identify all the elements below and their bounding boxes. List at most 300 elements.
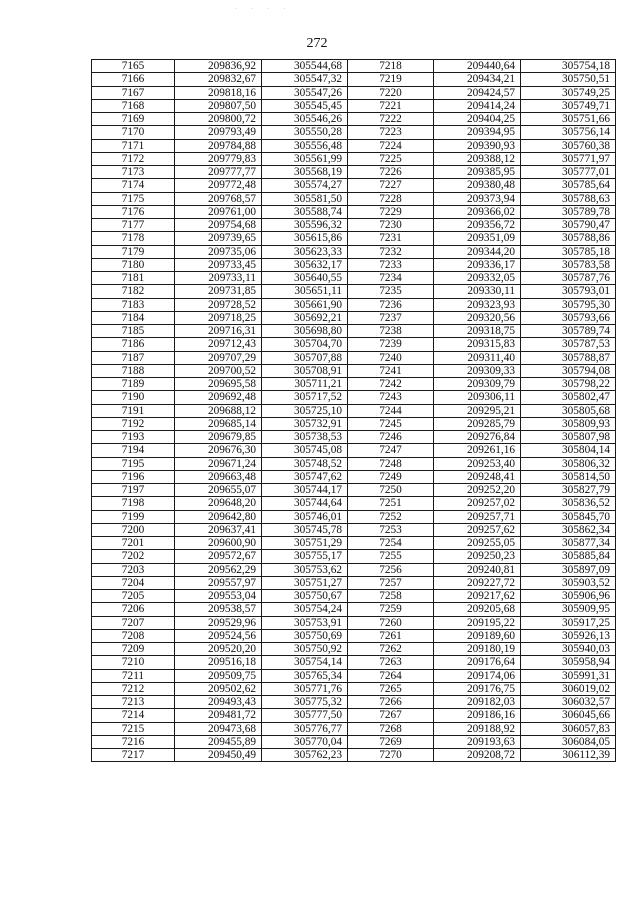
x-coordinate-right-cell: 209253,40: [434, 457, 521, 470]
table-row: [92, 404, 616, 417]
y-coordinate-left-cell: 305732,91: [262, 417, 348, 430]
table-row: [92, 669, 616, 682]
x-coordinate-left-cell: 209793,49: [175, 126, 262, 139]
point-number-right-cell: 7251: [348, 497, 434, 510]
x-coordinate-right-cell: 209388,12: [434, 152, 521, 165]
x-coordinate-left-cell: 209557,97: [175, 576, 262, 589]
y-coordinate-right-cell: 305785,18: [521, 245, 616, 258]
x-coordinate-right-cell: 209208,72: [434, 749, 521, 762]
table-row: [92, 550, 616, 563]
x-coordinate-right-cell: 209309,33: [434, 364, 521, 377]
point-number-left-cell: 7207: [92, 616, 175, 629]
y-coordinate-right-cell: 305795,30: [521, 298, 616, 311]
point-number-right-cell: 7269: [348, 735, 434, 748]
table-row: [92, 431, 616, 444]
x-coordinate-left-cell: 209728,52: [175, 298, 262, 311]
table-row: [92, 682, 616, 695]
point-number-left-cell: 7168: [92, 99, 175, 112]
point-number-right-cell: 7221: [348, 99, 434, 112]
y-coordinate-right-cell: 305836,52: [521, 497, 616, 510]
point-number-right-cell: 7240: [348, 351, 434, 364]
point-number-left-cell: 7175: [92, 192, 175, 205]
y-coordinate-left-cell: 305754,24: [262, 603, 348, 616]
x-coordinate-left-cell: 209731,85: [175, 285, 262, 298]
x-coordinate-right-cell: 209380,48: [434, 179, 521, 192]
point-number-left-cell: 7174: [92, 179, 175, 192]
x-coordinate-left-cell: 209733,11: [175, 272, 262, 285]
x-coordinate-right-cell: 209227,72: [434, 576, 521, 589]
scan-artifact: · · · ·: [235, 5, 292, 13]
x-coordinate-left-cell: 209688,12: [175, 404, 262, 417]
y-coordinate-left-cell: 305746,01: [262, 510, 348, 523]
point-number-left-cell: 7170: [92, 126, 175, 139]
x-coordinate-right-cell: 209320,56: [434, 311, 521, 324]
x-coordinate-right-cell: 209332,05: [434, 272, 521, 285]
x-coordinate-left-cell: 209836,92: [175, 60, 262, 73]
x-coordinate-right-cell: 209404,25: [434, 113, 521, 126]
y-coordinate-left-cell: 305704,70: [262, 338, 348, 351]
y-coordinate-left-cell: 305546,26: [262, 113, 348, 126]
point-number-left-cell: 7208: [92, 629, 175, 642]
table-row: [92, 497, 616, 510]
y-coordinate-right-cell: 305777,01: [521, 166, 616, 179]
y-coordinate-left-cell: 305561,99: [262, 152, 348, 165]
table-row: [92, 99, 616, 112]
y-coordinate-left-cell: 305698,80: [262, 325, 348, 338]
y-coordinate-left-cell: 305748,52: [262, 457, 348, 470]
point-number-right-cell: 7225: [348, 152, 434, 165]
table-row: [92, 523, 616, 536]
y-coordinate-left-cell: 305771,76: [262, 682, 348, 695]
point-number-left-cell: 7167: [92, 86, 175, 99]
point-number-left-cell: 7188: [92, 364, 175, 377]
point-number-left-cell: 7189: [92, 378, 175, 391]
point-number-right-cell: 7270: [348, 749, 434, 762]
table-row: [92, 457, 616, 470]
x-coordinate-left-cell: 209562,29: [175, 563, 262, 576]
y-coordinate-left-cell: 305776,77: [262, 722, 348, 735]
point-number-right-cell: 7263: [348, 656, 434, 669]
point-number-left-cell: 7213: [92, 696, 175, 709]
point-number-left-cell: 7171: [92, 139, 175, 152]
table-row: [92, 152, 616, 165]
y-coordinate-left-cell: 305745,78: [262, 523, 348, 536]
point-number-right-cell: 7267: [348, 709, 434, 722]
point-number-left-cell: 7187: [92, 351, 175, 364]
x-coordinate-left-cell: 209733,45: [175, 258, 262, 271]
x-coordinate-right-cell: 209323,93: [434, 298, 521, 311]
point-number-right-cell: 7223: [348, 126, 434, 139]
y-coordinate-right-cell: 305906,96: [521, 590, 616, 603]
y-coordinate-left-cell: 305777,50: [262, 709, 348, 722]
point-number-left-cell: 7180: [92, 258, 175, 271]
point-number-right-cell: 7230: [348, 219, 434, 232]
y-coordinate-left-cell: 305717,52: [262, 391, 348, 404]
point-number-right-cell: 7227: [348, 179, 434, 192]
point-number-right-cell: 7224: [348, 139, 434, 152]
point-number-left-cell: 7191: [92, 404, 175, 417]
table-row: [92, 86, 616, 99]
y-coordinate-right-cell: 305790,47: [521, 219, 616, 232]
y-coordinate-left-cell: 305750,69: [262, 629, 348, 642]
x-coordinate-left-cell: 209655,07: [175, 484, 262, 497]
point-number-right-cell: 7220: [348, 86, 434, 99]
x-coordinate-right-cell: 209424,57: [434, 86, 521, 99]
point-number-right-cell: 7248: [348, 457, 434, 470]
point-number-left-cell: 7177: [92, 219, 175, 232]
y-coordinate-right-cell: 305751,66: [521, 113, 616, 126]
y-coordinate-left-cell: 305661,90: [262, 298, 348, 311]
x-coordinate-left-cell: 209772,48: [175, 179, 262, 192]
y-coordinate-right-cell: 305885,84: [521, 550, 616, 563]
x-coordinate-right-cell: 209188,92: [434, 722, 521, 735]
point-number-left-cell: 7209: [92, 643, 175, 656]
y-coordinate-left-cell: 305711,21: [262, 378, 348, 391]
point-number-left-cell: 7182: [92, 285, 175, 298]
x-coordinate-left-cell: 209679,85: [175, 431, 262, 444]
table-row: [92, 245, 616, 258]
y-coordinate-right-cell: 305877,34: [521, 537, 616, 550]
y-coordinate-right-cell: 306112,39: [521, 749, 616, 762]
y-coordinate-right-cell: 305798,22: [521, 378, 616, 391]
x-coordinate-left-cell: 209520,20: [175, 643, 262, 656]
y-coordinate-left-cell: 305753,62: [262, 563, 348, 576]
table-row: [92, 735, 616, 748]
point-number-right-cell: 7231: [348, 232, 434, 245]
point-number-left-cell: 7178: [92, 232, 175, 245]
y-coordinate-left-cell: 305581,50: [262, 192, 348, 205]
y-coordinate-left-cell: 305568,19: [262, 166, 348, 179]
point-number-right-cell: 7242: [348, 378, 434, 391]
coordinates-table-container: [91, 59, 615, 762]
x-coordinate-right-cell: 209336,17: [434, 258, 521, 271]
y-coordinate-right-cell: 305749,25: [521, 86, 616, 99]
point-number-right-cell: 7238: [348, 325, 434, 338]
point-number-left-cell: 7183: [92, 298, 175, 311]
x-coordinate-right-cell: 209366,02: [434, 205, 521, 218]
y-coordinate-right-cell: 305827,79: [521, 484, 616, 497]
y-coordinate-left-cell: 305708,91: [262, 364, 348, 377]
table-row: [92, 590, 616, 603]
table-row: [92, 73, 616, 86]
point-number-right-cell: 7265: [348, 682, 434, 695]
y-coordinate-right-cell: 305787,76: [521, 272, 616, 285]
y-coordinate-right-cell: 305794,08: [521, 364, 616, 377]
table-row: [92, 126, 616, 139]
x-coordinate-right-cell: 209394,95: [434, 126, 521, 139]
table-row: [92, 537, 616, 550]
y-coordinate-right-cell: 305783,58: [521, 258, 616, 271]
point-number-right-cell: 7255: [348, 550, 434, 563]
table-body: [92, 60, 616, 762]
x-coordinate-right-cell: 209344,20: [434, 245, 521, 258]
table-row: [92, 378, 616, 391]
x-coordinate-left-cell: 209455,89: [175, 735, 262, 748]
x-coordinate-left-cell: 209524,56: [175, 629, 262, 642]
x-coordinate-left-cell: 209695,58: [175, 378, 262, 391]
x-coordinate-right-cell: 209285,79: [434, 417, 521, 430]
x-coordinate-right-cell: 209295,21: [434, 404, 521, 417]
point-number-left-cell: 7190: [92, 391, 175, 404]
point-number-right-cell: 7252: [348, 510, 434, 523]
y-coordinate-left-cell: 305744,64: [262, 497, 348, 510]
y-coordinate-left-cell: 305547,26: [262, 86, 348, 99]
point-number-left-cell: 7202: [92, 550, 175, 563]
x-coordinate-left-cell: 209502,62: [175, 682, 262, 695]
y-coordinate-right-cell: 305903,52: [521, 576, 616, 589]
x-coordinate-left-cell: 209700,52: [175, 364, 262, 377]
x-coordinate-right-cell: 209311,40: [434, 351, 521, 364]
x-coordinate-left-cell: 209768,57: [175, 192, 262, 205]
x-coordinate-left-cell: 209735,06: [175, 245, 262, 258]
y-coordinate-right-cell: 305806,32: [521, 457, 616, 470]
y-coordinate-right-cell: 305917,25: [521, 616, 616, 629]
y-coordinate-right-cell: 305926,13: [521, 629, 616, 642]
x-coordinate-right-cell: 209434,21: [434, 73, 521, 86]
y-coordinate-right-cell: 305793,01: [521, 285, 616, 298]
x-coordinate-left-cell: 209600,90: [175, 537, 262, 550]
point-number-left-cell: 7169: [92, 113, 175, 126]
point-number-left-cell: 7210: [92, 656, 175, 669]
x-coordinate-right-cell: 209390,93: [434, 139, 521, 152]
point-number-right-cell: 7268: [348, 722, 434, 735]
x-coordinate-right-cell: 209240,81: [434, 563, 521, 576]
x-coordinate-left-cell: 209712,43: [175, 338, 262, 351]
table-row: [92, 139, 616, 152]
point-number-right-cell: 7257: [348, 576, 434, 589]
y-coordinate-right-cell: 306084,05: [521, 735, 616, 748]
table-row: [92, 484, 616, 497]
table-row: [92, 563, 616, 576]
y-coordinate-right-cell: 305789,78: [521, 205, 616, 218]
point-number-left-cell: 7200: [92, 523, 175, 536]
point-number-right-cell: 7234: [348, 272, 434, 285]
y-coordinate-left-cell: 305775,32: [262, 696, 348, 709]
y-coordinate-left-cell: 305574,27: [262, 179, 348, 192]
y-coordinate-right-cell: 305958,94: [521, 656, 616, 669]
x-coordinate-right-cell: 209217,62: [434, 590, 521, 603]
table-row: [92, 166, 616, 179]
point-number-left-cell: 7205: [92, 590, 175, 603]
point-number-right-cell: 7241: [348, 364, 434, 377]
x-coordinate-left-cell: 209481,72: [175, 709, 262, 722]
x-coordinate-left-cell: 209754,68: [175, 219, 262, 232]
y-coordinate-right-cell: 305807,98: [521, 431, 616, 444]
x-coordinate-left-cell: 209648,20: [175, 497, 262, 510]
y-coordinate-left-cell: 305751,27: [262, 576, 348, 589]
point-number-left-cell: 7176: [92, 205, 175, 218]
x-coordinate-right-cell: 209440,64: [434, 60, 521, 73]
y-coordinate-left-cell: 305547,32: [262, 73, 348, 86]
x-coordinate-left-cell: 209493,43: [175, 696, 262, 709]
point-number-left-cell: 7216: [92, 735, 175, 748]
table-row: [92, 60, 616, 73]
x-coordinate-left-cell: 209538,57: [175, 603, 262, 616]
point-number-left-cell: 7204: [92, 576, 175, 589]
table-row: [92, 603, 616, 616]
x-coordinate-right-cell: 209248,41: [434, 470, 521, 483]
point-number-right-cell: 7262: [348, 643, 434, 656]
y-coordinate-left-cell: 305745,08: [262, 444, 348, 457]
y-coordinate-left-cell: 305753,91: [262, 616, 348, 629]
point-number-right-cell: 7266: [348, 696, 434, 709]
table-row: [92, 311, 616, 324]
table-row: [92, 179, 616, 192]
y-coordinate-left-cell: 305623,33: [262, 245, 348, 258]
y-coordinate-right-cell: 306019,02: [521, 682, 616, 695]
point-number-left-cell: 7172: [92, 152, 175, 165]
table-row: [92, 272, 616, 285]
point-number-left-cell: 7184: [92, 311, 175, 324]
point-number-left-cell: 7166: [92, 73, 175, 86]
y-coordinate-right-cell: 305760,38: [521, 139, 616, 152]
x-coordinate-right-cell: 209351,09: [434, 232, 521, 245]
y-coordinate-left-cell: 305754,14: [262, 656, 348, 669]
point-number-left-cell: 7195: [92, 457, 175, 470]
x-coordinate-right-cell: 209356,72: [434, 219, 521, 232]
y-coordinate-left-cell: 305615,86: [262, 232, 348, 245]
x-coordinate-right-cell: 209309,79: [434, 378, 521, 391]
x-coordinate-right-cell: 209255,05: [434, 537, 521, 550]
x-coordinate-left-cell: 209692,48: [175, 391, 262, 404]
table-row: [92, 643, 616, 656]
y-coordinate-left-cell: 305692,21: [262, 311, 348, 324]
y-coordinate-left-cell: 305707,88: [262, 351, 348, 364]
table-row: [92, 749, 616, 762]
x-coordinate-left-cell: 209800,72: [175, 113, 262, 126]
point-number-right-cell: 7254: [348, 537, 434, 550]
point-number-left-cell: 7196: [92, 470, 175, 483]
x-coordinate-left-cell: 209553,04: [175, 590, 262, 603]
point-number-left-cell: 7186: [92, 338, 175, 351]
x-coordinate-right-cell: 209189,60: [434, 629, 521, 642]
point-number-right-cell: 7233: [348, 258, 434, 271]
x-coordinate-right-cell: 209250,23: [434, 550, 521, 563]
y-coordinate-right-cell: 305814,50: [521, 470, 616, 483]
y-coordinate-right-cell: 306032,57: [521, 696, 616, 709]
y-coordinate-right-cell: 305756,14: [521, 126, 616, 139]
y-coordinate-right-cell: 305754,18: [521, 60, 616, 73]
x-coordinate-left-cell: 209716,31: [175, 325, 262, 338]
x-coordinate-left-cell: 209450,49: [175, 749, 262, 762]
x-coordinate-left-cell: 209707,29: [175, 351, 262, 364]
table-row: [92, 444, 616, 457]
y-coordinate-right-cell: 305788,86: [521, 232, 616, 245]
y-coordinate-left-cell: 305747,62: [262, 470, 348, 483]
point-number-right-cell: 7218: [348, 60, 434, 73]
y-coordinate-right-cell: 305771,97: [521, 152, 616, 165]
table-row: [92, 338, 616, 351]
x-coordinate-right-cell: 209330,11: [434, 285, 521, 298]
table-row: [92, 219, 616, 232]
y-coordinate-right-cell: 305909,95: [521, 603, 616, 616]
point-number-right-cell: 7239: [348, 338, 434, 351]
point-number-left-cell: 7181: [92, 272, 175, 285]
y-coordinate-right-cell: 305749,71: [521, 99, 616, 112]
point-number-right-cell: 7228: [348, 192, 434, 205]
x-coordinate-left-cell: 209777,77: [175, 166, 262, 179]
x-coordinate-left-cell: 209718,25: [175, 311, 262, 324]
y-coordinate-left-cell: 305725,10: [262, 404, 348, 417]
table-row: [92, 258, 616, 271]
x-coordinate-left-cell: 209739,65: [175, 232, 262, 245]
page-number: 272: [306, 36, 328, 51]
y-coordinate-left-cell: 305545,45: [262, 99, 348, 112]
x-coordinate-right-cell: 209252,20: [434, 484, 521, 497]
point-number-right-cell: 7260: [348, 616, 434, 629]
y-coordinate-left-cell: 305744,17: [262, 484, 348, 497]
y-coordinate-left-cell: 305750,67: [262, 590, 348, 603]
table-row: [92, 722, 616, 735]
point-number-left-cell: 7199: [92, 510, 175, 523]
y-coordinate-right-cell: 305787,53: [521, 338, 616, 351]
x-coordinate-right-cell: 209257,62: [434, 523, 521, 536]
y-coordinate-right-cell: 305845,70: [521, 510, 616, 523]
x-coordinate-left-cell: 209784,88: [175, 139, 262, 152]
x-coordinate-left-cell: 209832,67: [175, 73, 262, 86]
point-number-left-cell: 7214: [92, 709, 175, 722]
x-coordinate-right-cell: 209414,24: [434, 99, 521, 112]
y-coordinate-left-cell: 305588,74: [262, 205, 348, 218]
x-coordinate-left-cell: 209529,96: [175, 616, 262, 629]
point-number-left-cell: 7212: [92, 682, 175, 695]
x-coordinate-right-cell: 209261,16: [434, 444, 521, 457]
x-coordinate-right-cell: 209176,75: [434, 682, 521, 695]
point-number-right-cell: 7245: [348, 417, 434, 430]
x-coordinate-left-cell: 209516,18: [175, 656, 262, 669]
y-coordinate-left-cell: 305632,17: [262, 258, 348, 271]
point-number-right-cell: 7226: [348, 166, 434, 179]
x-coordinate-right-cell: 209318,75: [434, 325, 521, 338]
x-coordinate-left-cell: 209761,00: [175, 205, 262, 218]
table-row: [92, 470, 616, 483]
table-row: [92, 616, 616, 629]
x-coordinate-left-cell: 209818,16: [175, 86, 262, 99]
y-coordinate-right-cell: 305785,64: [521, 179, 616, 192]
table-row: [92, 629, 616, 642]
y-coordinate-left-cell: 305770,04: [262, 735, 348, 748]
table-row: [92, 351, 616, 364]
point-number-left-cell: 7201: [92, 537, 175, 550]
table-row: [92, 113, 616, 126]
coordinates-table: [91, 59, 616, 762]
y-coordinate-right-cell: 305788,63: [521, 192, 616, 205]
point-number-right-cell: 7229: [348, 205, 434, 218]
y-coordinate-left-cell: 305640,55: [262, 272, 348, 285]
table-row: [92, 325, 616, 338]
y-coordinate-right-cell: 305789,74: [521, 325, 616, 338]
table-row: [92, 417, 616, 430]
y-coordinate-right-cell: 305809,93: [521, 417, 616, 430]
point-number-right-cell: 7243: [348, 391, 434, 404]
table-row: [92, 656, 616, 669]
x-coordinate-left-cell: 209509,75: [175, 669, 262, 682]
point-number-left-cell: 7206: [92, 603, 175, 616]
table-row: [92, 192, 616, 205]
x-coordinate-left-cell: 209642,80: [175, 510, 262, 523]
point-number-left-cell: 7198: [92, 497, 175, 510]
table-row: [92, 364, 616, 377]
table-row: [92, 576, 616, 589]
x-coordinate-left-cell: 209685,14: [175, 417, 262, 430]
point-number-left-cell: 7217: [92, 749, 175, 762]
y-coordinate-right-cell: 305804,14: [521, 444, 616, 457]
point-number-right-cell: 7258: [348, 590, 434, 603]
x-coordinate-right-cell: 209182,03: [434, 696, 521, 709]
point-number-right-cell: 7237: [348, 311, 434, 324]
y-coordinate-right-cell: 305897,09: [521, 563, 616, 576]
table-row: [92, 709, 616, 722]
